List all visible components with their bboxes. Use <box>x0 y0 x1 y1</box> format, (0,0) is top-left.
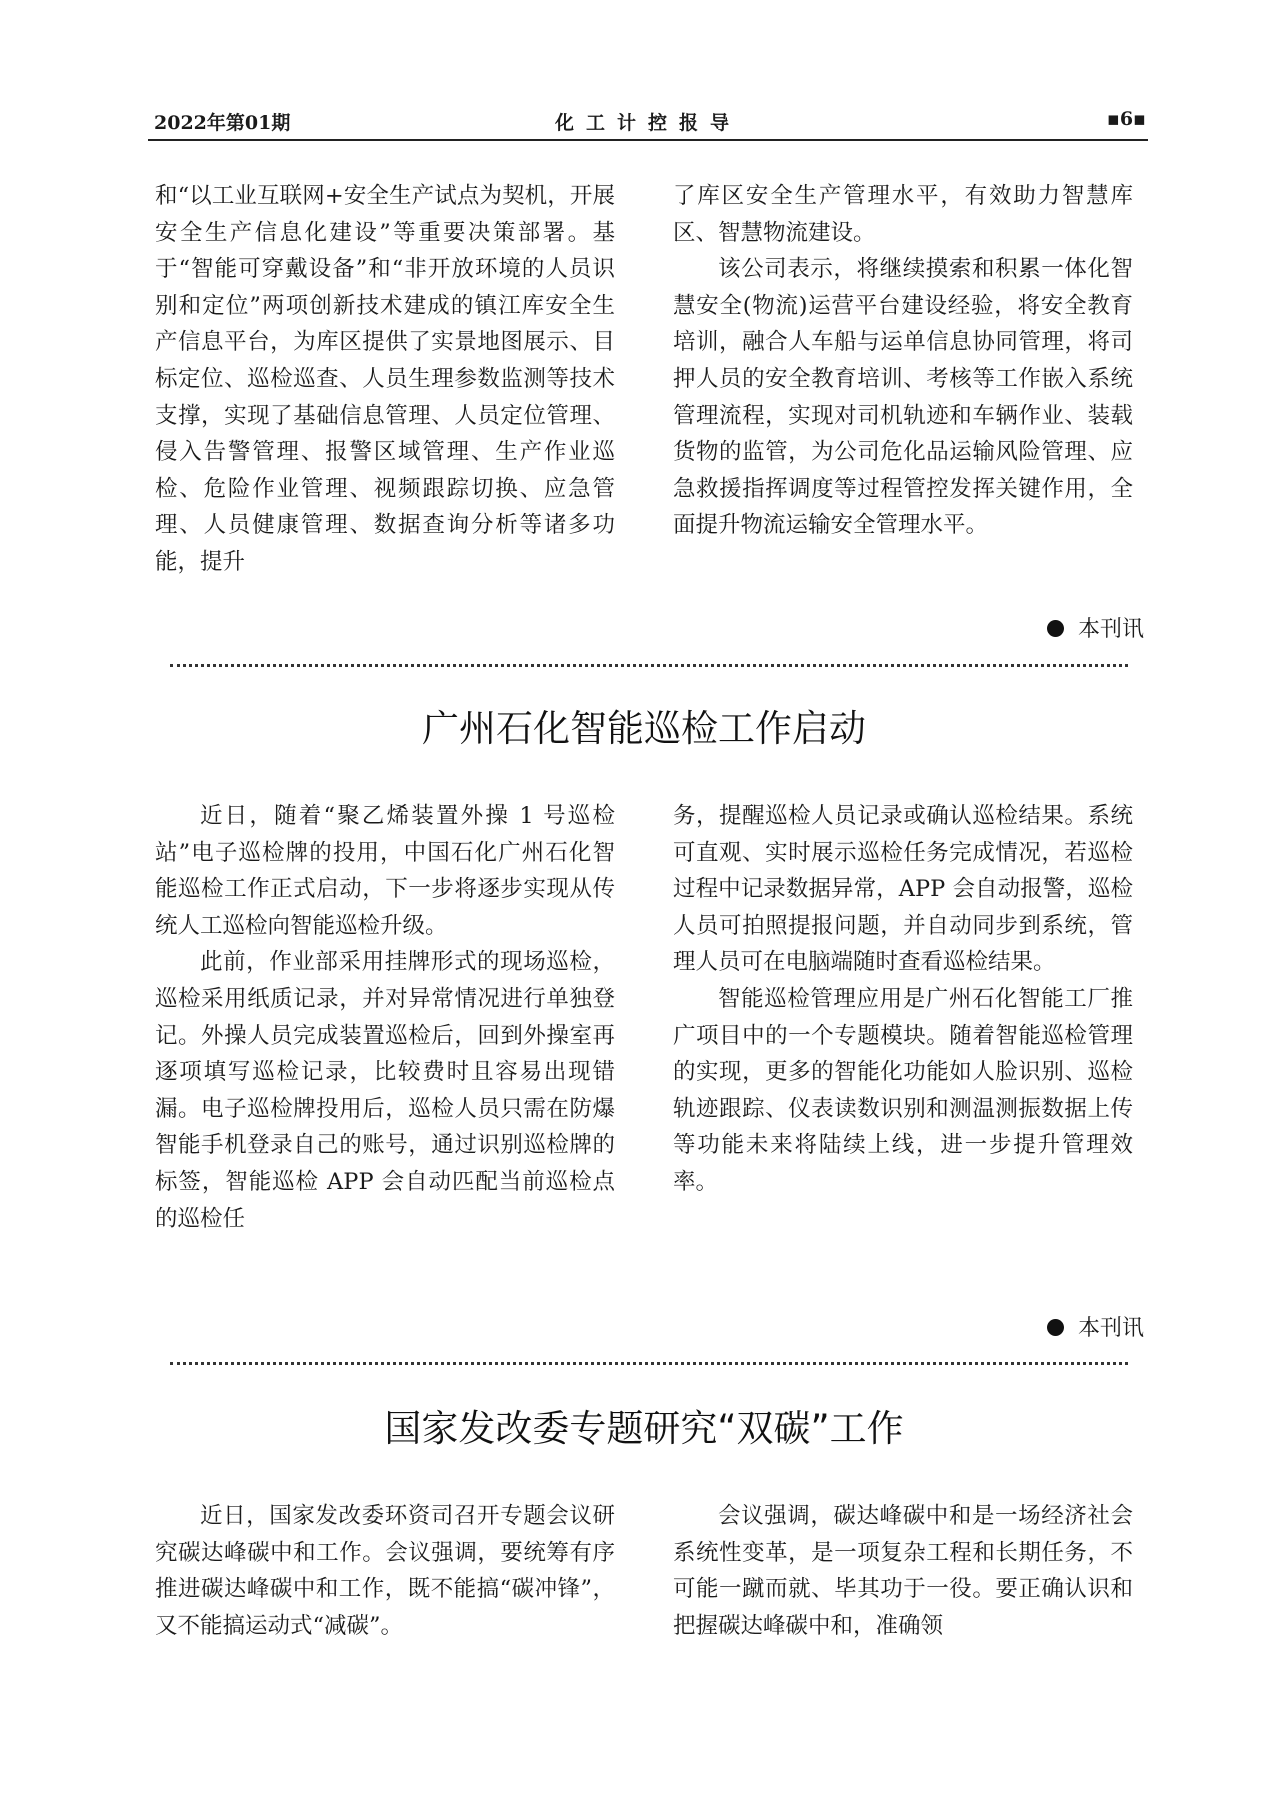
page-header <box>148 104 1148 138</box>
article-1-left-column <box>155 178 615 581</box>
article-1-continuation <box>155 178 1142 598</box>
article-3-body <box>155 1498 1142 1668</box>
article-3-left-column <box>155 1498 615 1644</box>
page-number: ▪6▪ <box>1107 108 1146 130</box>
paragraph: 和“以工业互联网+安全生产试点为契机，开展安全生产信息化建设”等重要决策部署。基于“智能可穿戴设备”和“非开放环境的人员识别和定位”两项创新技术建成的镇江库安全生产信息平台，为库区提供了实景地图展示、目标定位、巡检巡查、人员生理参数监测等技术支撑，实现了基础信息管理、人员定位管理、侵入告警管理、报警区域管理、生产作业巡检、危险作业管理、视频跟踪切换、应急管理、人员健康管理、数据查询分析等诸多功能，提升 <box>155 183 615 575</box>
byline-text: 本刊讯 <box>1077 1316 1144 1341</box>
paragraph: 会议强调，碳达峰碳中和是一场经济社会系统性变革，是一项复杂工程和长期任务，不可能一蹴而就、毕其功于一役。要正确认识和把握碳达峰碳中和，准确领 <box>673 1503 1133 1639</box>
article-2-right-column <box>673 798 1133 1201</box>
paragraph: 近日，随着“聚乙烯装置外操 1 号巡检站”电子巡检牌的投用，中国石化广州石化智能巡检工作正式启动，下一步将逐步实现从传统人工巡检向智能巡检升级。 <box>155 803 615 939</box>
article-3-title: 国家发改委专题研究“双碳”工作 <box>384 1407 904 1450</box>
header-rule <box>148 139 1148 141</box>
paragraph: 务，提醒巡检人员记录或确认巡检结果。系统可直观、实时展示巡检任务完成情况，若巡检过程中记录数据异常，APP 会自动报警，巡检人员可拍照提报问题，并自动同步到系统，管理人员可在电脑端随时查看巡检结果。 <box>673 803 1133 976</box>
article-1-right-column <box>673 178 1133 544</box>
paragraph: 近日，国家发改委环资司召开专题会议研究碳达峰碳中和工作。会议强调，要统筹有序推进碳达峰碳中和工作，既不能搞“碳冲锋”，又不能搞运动式“减碳”。 <box>155 1503 615 1639</box>
bullet-dot-icon <box>1047 620 1064 637</box>
journal-name: 化工计控报导 <box>554 112 741 134</box>
paragraph: 了库区安全生产管理水平，有效助力智慧库区、智慧物流建设。 <box>673 183 1133 246</box>
paragraph: 此前，作业部采用挂牌形式的现场巡检，巡检采用纸质记录，并对异常情况进行单独登记。外操人员完成装置巡检后，回到外操室再逐项填写巡检记录，比较费时且容易出现错漏。电子巡检牌投用后，巡检人员只需在防爆智能手机登录自己的账号，通过识别巡检牌的标签，智能巡检 APP 会自动匹配当前巡检点的巡检任 <box>155 949 615 1232</box>
section-divider <box>170 664 1128 667</box>
issue-label: 2022年第01期 <box>154 112 291 134</box>
byline <box>1047 615 1144 645</box>
article-3-right-column <box>673 1498 1133 1644</box>
article-2-body <box>155 798 1142 1278</box>
paragraph: 智能巡检管理应用是广州石化智能工厂推广项目中的一个专题模块。随着智能巡检管理的实现，更多的智能化功能如人脸识别、巡检轨迹跟踪、仪表读数识别和测温测振数据上传等功能未来将陆续上线，进一步提升管理效率。 <box>673 985 1133 1195</box>
article-2-title: 广州石化智能巡检工作启动 <box>422 707 866 750</box>
byline-text: 本刊讯 <box>1077 617 1144 642</box>
section-divider <box>170 1362 1128 1365</box>
byline <box>1047 1314 1144 1344</box>
paragraph: 该公司表示，将继续摸索和积累一体化智慧安全(物流)运营平台建设经验，将安全教育培训，融合人车船与运单信息协同管理，将司押人员的安全教育培训、考核等工作嵌入系统管理流程，实现对司机轨迹和车辆作业、装载货物的监管，为公司危化品运输风险管理、应急救援指挥调度等过程管控发挥关键作用，全面提升物流运输安全管理水平。 <box>673 256 1133 539</box>
bullet-dot-icon <box>1047 1319 1064 1336</box>
article-2-left-column <box>155 798 615 1237</box>
